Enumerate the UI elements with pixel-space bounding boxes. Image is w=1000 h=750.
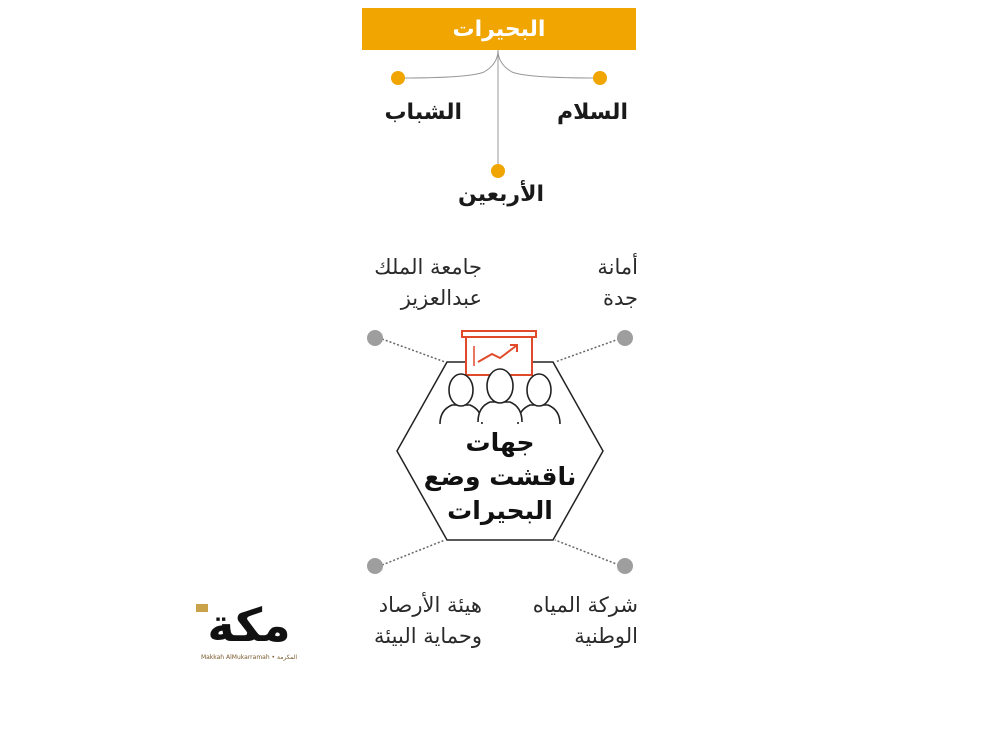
entity-dot-water (617, 558, 633, 574)
entity-dot-meteorology (367, 558, 383, 574)
center-title-line2: ناقشت وضع (423, 462, 577, 491)
entity-national-water-company (533, 590, 638, 652)
entity-jeddah-line1: أمانة (597, 255, 638, 279)
center-title (405, 426, 595, 528)
entity-jeddah-line2: جدة (602, 286, 638, 310)
lake-label-salam: السلام (556, 100, 628, 125)
entity-king-abdulaziz-university (374, 252, 482, 314)
lake-dot-arbaeen (491, 164, 505, 178)
header-title: البحيرات (452, 16, 546, 42)
lake-dot-salam (593, 71, 607, 85)
entity-university-line1: جامعة الملك (374, 255, 482, 279)
lake-label-arbaeen: الأربعين (457, 182, 544, 207)
entity-dot-university (367, 330, 383, 346)
entity-water-line2: الوطنية (574, 624, 638, 648)
entity-dot-jeddah (617, 330, 633, 346)
center-title-line1: جهات (465, 428, 535, 457)
entity-university-line2: عبدالعزيز (400, 286, 482, 310)
audience-people-icon (440, 369, 560, 424)
entity-meteorology-authority (374, 590, 482, 652)
lake-label-shabab: الشباب (384, 100, 462, 125)
entity-meteorology-line2: وحماية البيئة (374, 624, 482, 648)
entity-water-line1: شركة المياه (532, 593, 638, 617)
entity-jeddah-municipality (597, 252, 638, 314)
logo-text: مكة (207, 598, 291, 652)
lake-dot-shabab (391, 71, 405, 85)
center-title-line3: البحيرات (447, 496, 553, 525)
entity-meteorology-line1: هيئة الأرصاد (378, 593, 482, 617)
logo-subtitle: Makkah AlMukarramah • المكرمة (200, 654, 298, 661)
